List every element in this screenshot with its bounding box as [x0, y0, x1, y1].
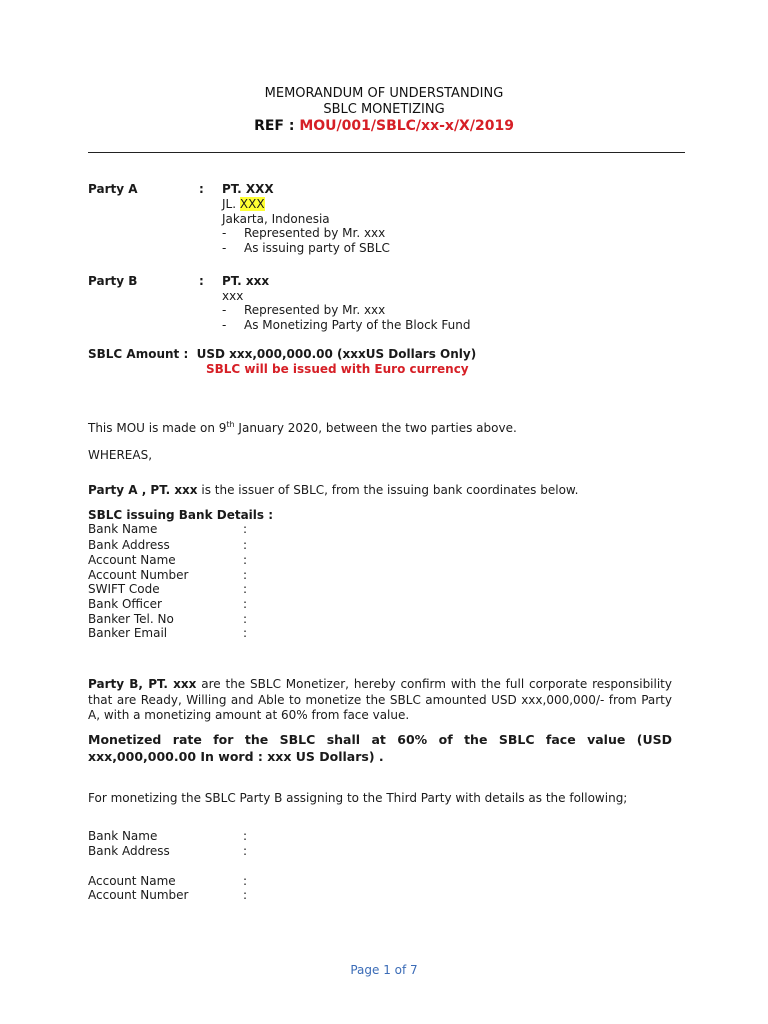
mou-date-line: This MOU is made on 9th January 2020, between the two parties above. [88, 420, 517, 435]
field-colon: : [243, 582, 248, 596]
issuing-bank-heading: SBLC issuing Bank Details : [88, 508, 274, 522]
issuing-bank-field: Banker Email [88, 626, 168, 640]
reference-number: MOU/001/SBLC/xx-x/X/2019 [299, 118, 514, 134]
page-number: Page 1 of 7 [350, 963, 418, 977]
reference-line [0, 118, 768, 134]
monetizer-paragraph: Party B, PT. xxx are the SBLC Monetizer, hereby confirm with the full corporate responsibility that are Ready, Willing and Able to monetize the SBLC amounted USD xxx,000,000/- from Party A, with a monetizing amount at 60% from face value. [88, 677, 672, 722]
field-colon: : [243, 829, 248, 843]
party-a-address: JL. XXX [222, 197, 265, 211]
third-party-field: Account Name [88, 874, 176, 888]
party-a-role: As issuing party of SBLC [244, 241, 390, 255]
field-colon: : [243, 888, 248, 902]
issuing-bank-field: Bank Officer [88, 597, 162, 611]
party-b-role: As Monetizing Party of the Block Fund [244, 318, 471, 332]
issuing-bank-field: Bank Address [88, 538, 170, 552]
party-a-dash-2: - [222, 241, 227, 255]
doc-title: MEMORANDUM OF UNDERSTANDING [264, 86, 504, 101]
whereas-heading: WHEREAS, [88, 448, 153, 462]
party-a-representative: Represented by Mr. xxx [244, 226, 386, 240]
issuing-bank-field: Banker Tel. No [88, 612, 174, 626]
third-party-intro: For monetizing the SBLC Party B assigning to the Third Party with details as the following; [88, 791, 628, 805]
party-a-name: PT. XXX [222, 182, 274, 196]
issuing-bank-field: SWIFT Code [88, 582, 160, 596]
issuing-bank-field: Account Name [88, 553, 176, 567]
party-b-representative: Represented by Mr. xxx [244, 303, 386, 317]
party-a-dash-1: - [222, 226, 227, 240]
party-b-address: xxx [222, 289, 244, 303]
party-b-colon: : [199, 274, 204, 288]
party-a-city: Jakarta, Indonesia [222, 212, 330, 226]
field-colon: : [243, 874, 248, 888]
field-colon: : [243, 844, 248, 858]
field-colon: : [243, 522, 248, 536]
field-colon: : [243, 612, 248, 626]
issuing-bank-field: Bank Name [88, 522, 158, 536]
field-colon: : [243, 538, 248, 552]
reference-label: REF : [254, 118, 295, 134]
third-party-field: Bank Address [88, 844, 170, 858]
party-b-dash-1: - [222, 303, 227, 317]
party-b-name: PT. xxx [222, 274, 270, 288]
currency-note: SBLC will be issued with Euro currency [206, 362, 469, 376]
field-colon: : [243, 597, 248, 611]
party-a-label: Party A [88, 182, 138, 196]
party-a-colon: : [199, 182, 204, 196]
doc-subtitle: SBLC MONETIZING [323, 102, 445, 117]
field-colon: : [243, 626, 248, 640]
issuing-bank-field: Account Number [88, 568, 189, 582]
monetized-rate: Monetized rate for the SBLC shall at 60% of the SBLC face value (USD xxx,000,000.00 In word : xxx US Dollars) . [88, 732, 672, 764]
party-b-dash-2: - [222, 318, 227, 332]
sblc-amount: SBLC Amount : USD xxx,000,000.00 (xxxUS Dollars Only) [88, 347, 477, 361]
highlighted-address: XXX [239, 197, 265, 211]
header-divider [88, 152, 685, 153]
party-a-issuer-line: Party A , PT. xxx is the issuer of SBLC, from the issuing bank coordinates below. [88, 483, 579, 497]
third-party-field: Bank Name [88, 829, 158, 843]
third-party-field: Account Number [88, 888, 189, 902]
field-colon: : [243, 568, 248, 582]
party-b-label: Party B [88, 274, 138, 288]
field-colon: : [243, 553, 248, 567]
